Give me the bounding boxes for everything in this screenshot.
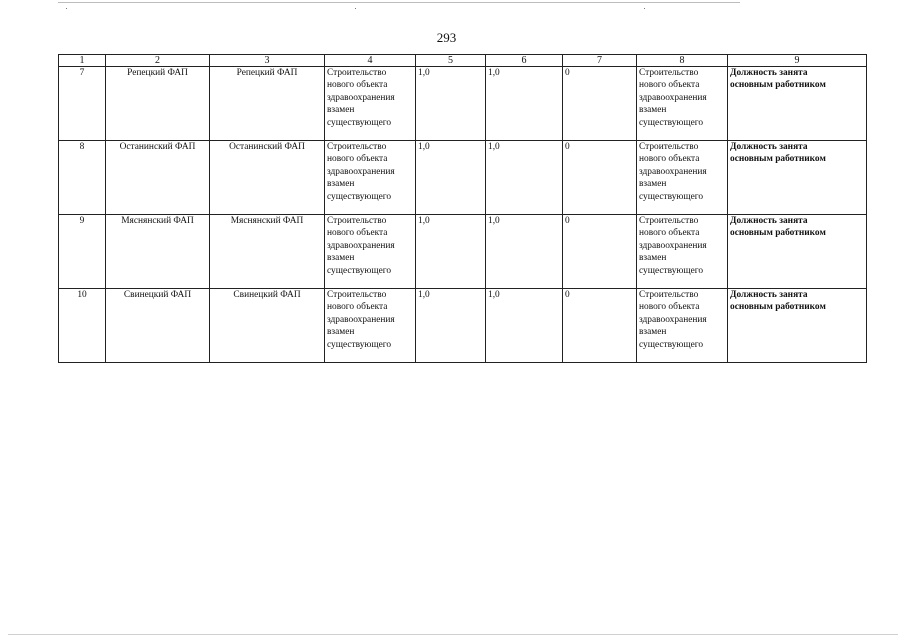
column-header: 7 [563,55,637,67]
result-cell [637,289,728,363]
page-number: 293 [436,30,457,45]
activity-cell-line: нового объекта [327,302,388,313]
facility-name: Останинский ФАП [106,141,210,215]
row-number: 7 [59,67,106,141]
table-header-row [59,55,867,67]
facility-object: Мяснянский ФАП [210,215,325,289]
activity-cell-line: здравоохранения [327,314,395,325]
value-col5: 1,0 [416,289,486,363]
note-cell [728,215,867,289]
result-cell-line: существующего [639,117,704,128]
activity-cell-line: Строительство [327,216,387,226]
activity-cell-line: взамен [327,179,355,190]
value-col6: 1,0 [486,215,563,289]
result-cell-line: взамен [639,253,667,264]
note-cell-line: основным работником [730,302,826,313]
top-scan-rule [58,2,740,3]
activity-cell-line: Строительство [327,68,387,78]
result-cell-line: взамен [639,179,667,190]
note-cell-line: основным работником [730,154,826,165]
column-header: 4 [325,55,416,67]
result-cell-line: существующего [639,339,704,350]
facility-object: Свинецкий ФАП [210,289,325,363]
result-cell-line: существующего [639,191,704,202]
activity-cell-line: Строительство [327,142,387,152]
activity-cell-line: здравоохранения [327,166,395,177]
table-row [59,67,867,141]
column-header: 5 [416,55,486,67]
table-row [59,141,867,215]
table-row [59,215,867,289]
value-col7: 0 [563,289,637,363]
facility-name: Репецкий ФАП [106,67,210,141]
activity-cell [325,67,416,141]
result-cell-line: здравоохранения [639,314,707,325]
activity-cell-line: нового объекта [327,228,388,239]
activity-cell-line: здравоохранения [327,92,395,103]
activity-cell-line: нового объекта [327,154,388,165]
value-col5: 1,0 [416,67,486,141]
column-header: 8 [637,55,728,67]
activity-cell [325,141,416,215]
value-col6: 1,0 [486,289,563,363]
result-cell-line: нового объекта [639,302,700,313]
row-number: 9 [59,215,106,289]
result-cell-line: здравоохранения [639,166,707,177]
activity-cell-line: существующего [327,339,392,350]
note-cell [728,141,867,215]
note-cell-line: Должность занята [730,68,808,78]
value-col5: 1,0 [416,215,486,289]
result-cell-line: взамен [639,105,667,116]
result-cell-line: взамен [639,327,667,338]
result-cell-line: нового объекта [639,228,700,239]
result-cell-line: здравоохранения [639,240,707,251]
facility-name: Свинецкий ФАП [106,289,210,363]
result-cell-line: Строительство [639,142,699,152]
note-cell-line: Должность занята [730,142,808,152]
activity-cell [325,215,416,289]
result-cell-line: Строительство [639,216,699,226]
column-header: 9 [728,55,867,67]
value-col7: 0 [563,215,637,289]
result-cell-line: Строительство [639,290,699,300]
scan-speck [644,8,645,9]
column-header: 1 [59,55,106,67]
result-cell-line: здравоохранения [639,92,707,103]
facilities-table [58,54,867,363]
note-cell-line: основным работником [730,228,826,239]
scan-speck [355,8,356,9]
activity-cell-line: существующего [327,117,392,128]
value-col6: 1,0 [486,141,563,215]
result-cell-line: существующего [639,265,704,276]
activity-cell-line: нового объекта [327,80,388,91]
result-cell-line: нового объекта [639,154,700,165]
result-cell [637,141,728,215]
row-number: 10 [59,289,106,363]
column-header: 3 [210,55,325,67]
value-col7: 0 [563,141,637,215]
value-col6: 1,0 [486,67,563,141]
column-header: 6 [486,55,563,67]
scan-speck [66,8,67,9]
facility-object: Репецкий ФАП [210,67,325,141]
result-cell [637,67,728,141]
value-col7: 0 [563,67,637,141]
activity-cell-line: здравоохранения [327,240,395,251]
activity-cell-line: Строительство [327,290,387,300]
note-cell-line: Должность занята [730,216,808,226]
activity-cell-line: существующего [327,265,392,276]
note-cell-line: Должность занята [730,290,808,300]
activity-cell-line: взамен [327,105,355,116]
activity-cell [325,289,416,363]
column-header: 2 [106,55,210,67]
result-cell [637,215,728,289]
row-number: 8 [59,141,106,215]
result-cell-line: Строительство [639,68,699,78]
note-cell [728,289,867,363]
value-col5: 1,0 [416,141,486,215]
note-cell [728,67,867,141]
facility-object: Останинский ФАП [210,141,325,215]
bottom-scan-rule [8,634,898,635]
table-row [59,289,867,363]
activity-cell-line: взамен [327,253,355,264]
result-cell-line: нового объекта [639,80,700,91]
facility-name: Мяснянский ФАП [106,215,210,289]
activity-cell-line: существующего [327,191,392,202]
activity-cell-line: взамен [327,327,355,338]
note-cell-line: основным работником [730,80,826,91]
